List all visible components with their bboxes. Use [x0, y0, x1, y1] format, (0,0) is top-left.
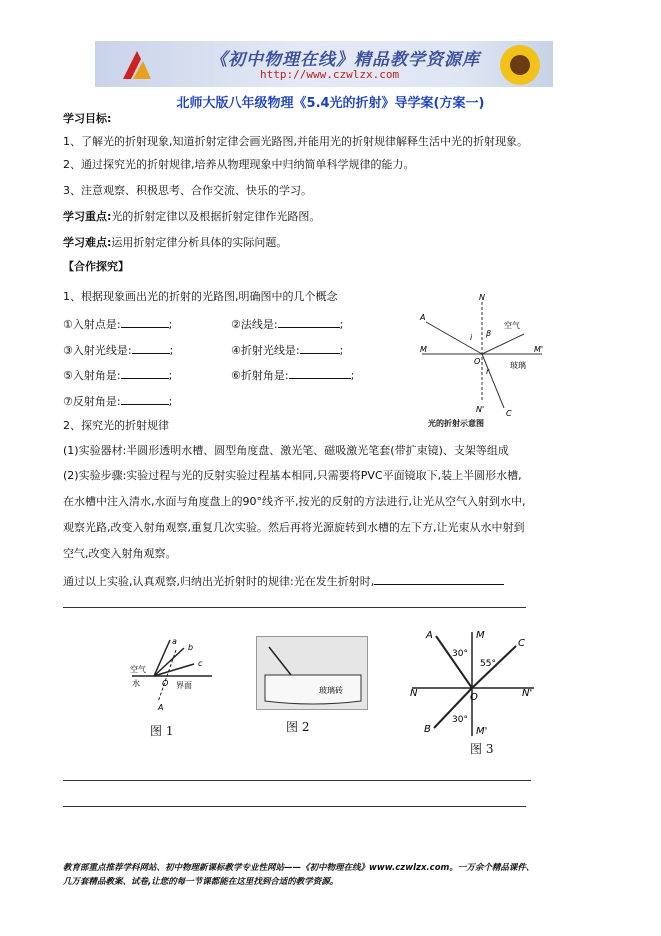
q2-step-2: 在水槽中注入清水,水面与角度盘上的90°线齐平,按光的反射的方法进行,让光从空气入射到水中, — [63, 495, 526, 508]
diagram1-label-O: O — [474, 357, 481, 366]
fig1-label-c: c — [198, 659, 203, 668]
q1-item-5: ⑤入射角是: ; — [63, 369, 173, 382]
fig2-label-glass: 玻璃砖 — [319, 686, 343, 695]
figure-2 — [256, 636, 368, 710]
diagram1-label-glass: 玻璃 — [510, 361, 526, 370]
goal-item-1: 1、了解光的折射现象,知道折射定律会画光路图,并能用光的折射规律解释生活中光的折射现象。 — [63, 135, 528, 148]
figure-3 — [408, 626, 538, 738]
diagram1-label-C: C — [506, 409, 512, 418]
q2-step-3: 观察光路,改变入射角观察,重复几次实验。然后再将光源旋转到水槽的左下方,让光束从水中射到 — [63, 521, 525, 534]
q1-item-7: ⑦反射角是: ; — [63, 395, 173, 408]
fig3-label-O: O — [470, 692, 478, 703]
fig3-label-55: 55° — [480, 659, 496, 669]
fig3-label-M-prime: M' — [476, 726, 488, 737]
q2-step-4: 空气,改变入射角观察。 — [63, 547, 177, 560]
q2-materials: (1)实验器材:半圆形透明水槽、圆型角度盘、激光笔、磁吸激光笔套(带扩束镜)、支架等组成 — [63, 444, 509, 457]
diagram1-label-beta: β — [486, 329, 492, 338]
fig1-caption: 图 1 — [150, 724, 174, 738]
fig3-caption: 图 3 — [470, 742, 494, 756]
fig3-label-M: M — [476, 630, 485, 641]
diagram1-label-N: N — [479, 293, 485, 302]
diagram1-caption: 光的折射示意图 — [428, 419, 484, 428]
sunflower-icon — [490, 41, 550, 87]
figure-1 — [128, 636, 218, 716]
site-logo-icon — [117, 45, 157, 85]
fig1-label-interface: 界面 — [176, 681, 192, 690]
goal-item-3: 3、注意观察、积极思考、合作交流、快乐的学习。 — [63, 184, 312, 197]
answer-line-3 — [63, 806, 526, 807]
goal-item-2: 2、通过探究光的折射规律,培养从物理现象中归纳简单科学规律的能力。 — [63, 158, 415, 171]
refraction-diagram — [412, 290, 562, 430]
diagram1-label-M: M — [420, 345, 427, 354]
q1-item-6: ⑥折射角是: ; — [231, 369, 355, 382]
fig1-label-a: a — [172, 637, 177, 646]
site-banner — [95, 41, 553, 87]
fig1-label-b: b — [188, 643, 194, 652]
q1-item-1: ①入射点是: ; — [63, 318, 173, 331]
key-point: 学习重点:光的折射定律以及根据折射定律作光路图。 — [63, 210, 321, 223]
q2-title: 2、探究光的折射规律 — [63, 419, 169, 432]
banner-title: 《初中物理在线》精品教学资源库 — [210, 50, 480, 70]
page-title: 北师大版八年级物理《5.4光的折射》导学案(方案一) — [176, 96, 485, 111]
fig3-label-C: C — [518, 638, 525, 649]
diagram1-label-N-prime: N' — [476, 405, 485, 414]
fig1-label-O: O — [162, 679, 169, 688]
q2-step-1: (2)实验步骤:实验过程与光的反射实验过程基本相同,只需要将PVC平面镜取下,装上半圆形水槽, — [63, 469, 522, 482]
diagram1-label-r: r — [486, 367, 490, 376]
fig3-label-N-prime: N' — [522, 688, 533, 699]
banner-url: http://www.czwlzx.com — [260, 68, 400, 81]
fig1-label-water: 水 — [132, 679, 140, 688]
answer-line-2 — [63, 780, 531, 781]
diagram1-label-i: i — [470, 333, 473, 342]
q1-item-4: ④折射光线是: ; — [231, 344, 344, 357]
q2-summary: 通过以上实验,认真观察,归纳出光折射时的规律:光在发生折射时, — [63, 573, 504, 589]
diagram1-label-air: 空气 — [504, 321, 520, 330]
fig1-label-A: A — [158, 703, 164, 712]
fig2-caption: 图 2 — [286, 720, 310, 734]
answer-line-1 — [63, 607, 526, 608]
fig1-label-air: 空气 — [130, 665, 146, 674]
q1-item-3: ③入射光线是: ; — [63, 344, 174, 357]
fig3-label-A: A — [426, 630, 433, 641]
fig3-label-30-top: 30° — [452, 649, 468, 659]
difficulty: 学习难点:运用折射定律分析具体的实际问题。 — [63, 236, 288, 249]
q1-item-2: ②法线是: ; — [231, 318, 344, 331]
fig3-label-N: N — [410, 688, 418, 699]
q1-prompt: 1、根据现象画出光的折射的光路图,明确图中的几个概念 — [63, 290, 338, 303]
fig3-label-B: B — [424, 724, 431, 735]
footer-line-2: 几万套精品教案、试卷,让您的每一节课都能在这里找到合适的教学资源。 — [63, 877, 339, 887]
footer-line-1: 教育部重点推荐学科网站、初中物理新课标教学专业性网站——《初中物理在线》www.czwlzx.com。一万余个精品课件、 — [63, 863, 535, 873]
cooperate-heading: 【合作探究】 — [63, 260, 129, 273]
fig3-label-30-bottom: 30° — [452, 715, 468, 725]
diagram1-label-A: A — [420, 313, 426, 322]
goals-label: 学习目标: — [63, 112, 112, 125]
diagram1-label-M-prime: M' — [534, 345, 544, 354]
